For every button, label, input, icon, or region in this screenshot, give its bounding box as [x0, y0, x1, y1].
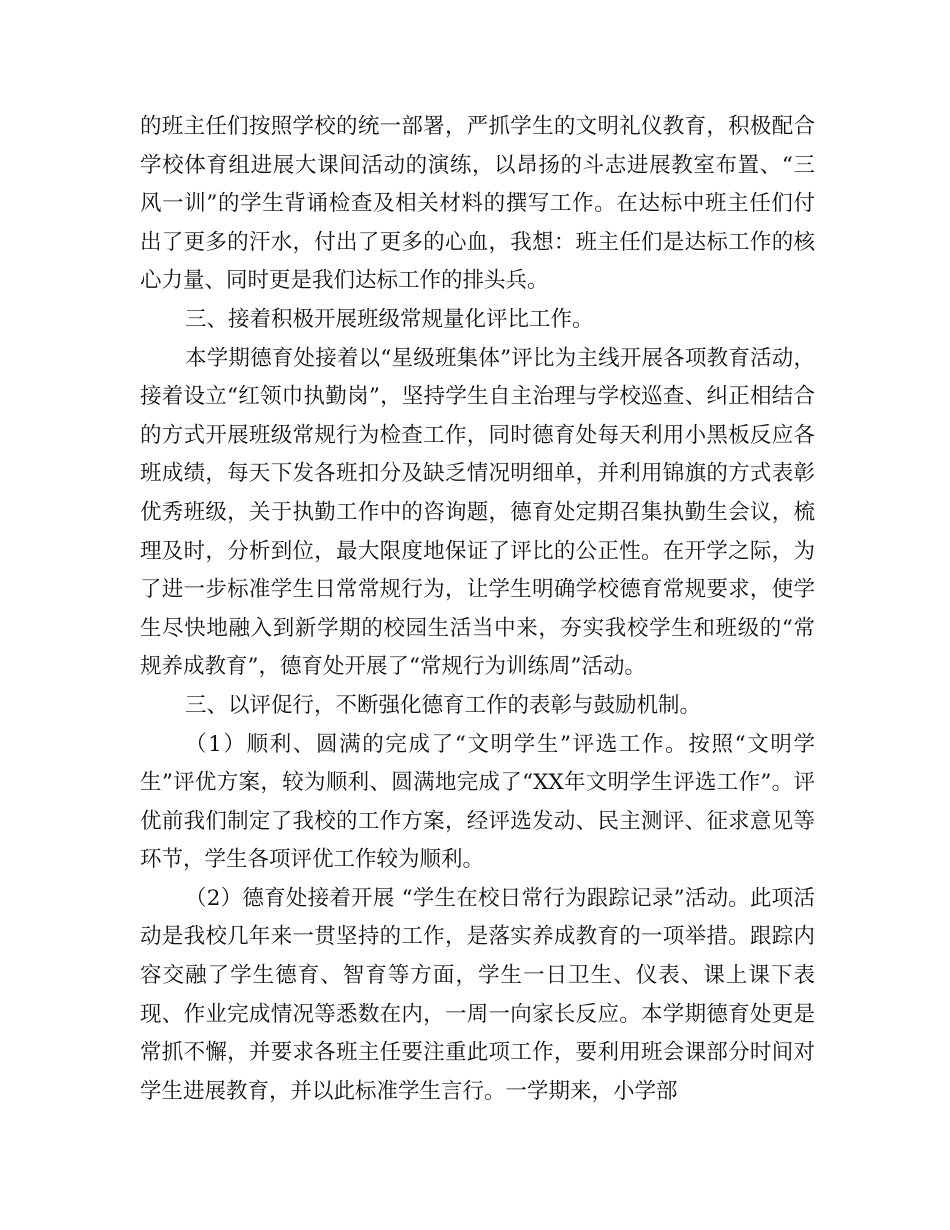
- section-heading: 三、接着积极开展班级常规量化评比工作。: [185, 306, 594, 332]
- section-heading: 三、以评促行，不断强化德育工作的表彰与鼓励机制。: [185, 692, 702, 718]
- body-paragraph: 的班主任们按照学校的统一部署，严抓学生的文明礼仪教育，积极配合学校体育组进展大课间活动的演练，以昂扬的斗志进展教室布置、“三风一训”的学生背诵检查及相关材料的撰写工作。在达标中班主任们付出了更多的汗水，付出了更多的心血，我想：班主任们是达标工作的核心力量、同时更是我们达标工作的排头兵。: [140, 114, 815, 294]
- body-paragraph: （2）德育处接着开展 “学生在校日常行为跟踪记录”活动。此项活动是我校几年来一贯坚持的工作，是落实养成教育的一项举措。跟踪内容交融了学生德育、智育等方面，学生一日卫生、仪表、课上课下表现、作业完成情况等悉数在内，一周一向家长反应。本学期德育处更是常抓不懈，并要求各班主任要注重此项工作，要利用班会课部分时间对学生进展教育，并以此标准学生言行。一学期来，小学部: [140, 885, 815, 1104]
- document-page: [140, 108, 815, 1111]
- body-paragraph: （1）顺利、圆满的完成了“文明学生”评选工作。按照“文明学生”评优方案，较为顺利、圆满地完成了“XX年文明学生评选工作”。评优前我们制定了我校的工作方案，经评选发动、民主测评、征求意见等环节，学生各项评优工作较为顺利。: [140, 731, 815, 873]
- body-paragraph: 本学期德育处接着以“星级班集体”评比为主线开展各项教育活动，接着设立“红领巾执勤岗”，坚持学生自主治理与学校巡查、纠正相结合的方式开展班级常规行为检查工作，同时德育处每天利用小黑板反应各班成绩，每天下发各班扣分及缺乏情况明细单，并利用锦旗的方式表彰优秀班级，关于执勤工作中的咨询题，德育处定期召集执勤生会议，梳理及时，分析到位，最大限度地保证了评比的公正性。在开学之际，为了进一步标准学生日常常规行为，让学生明确学校德育常规要求，使学生尽快地融入到新学期的校园生活当中来，夯实我校学生和班级的“常规养成教育”，德育处开展了“常规行为训练周”活动。: [140, 345, 815, 680]
